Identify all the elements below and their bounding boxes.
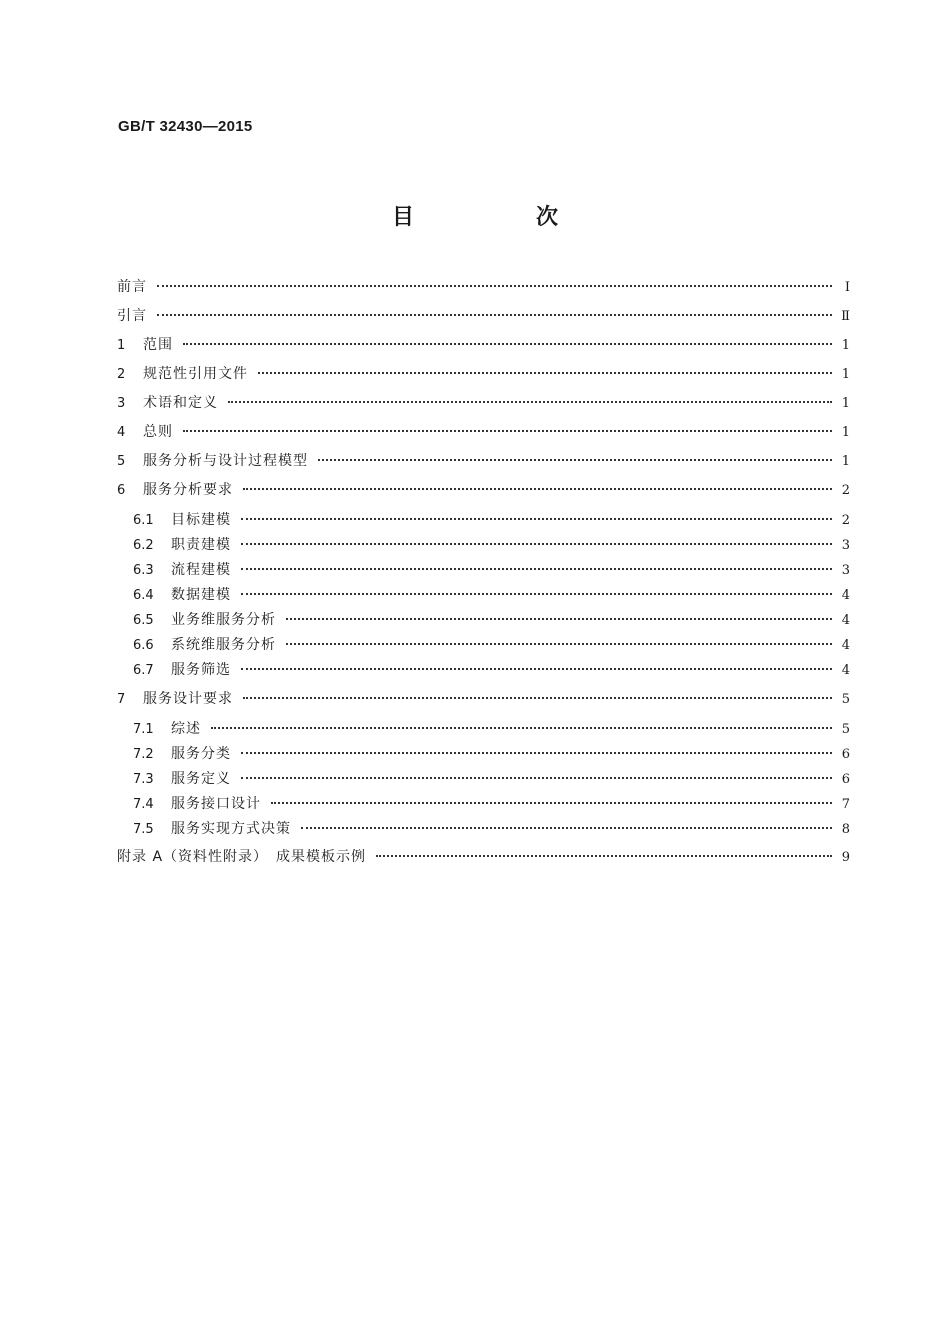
- toc-entry-1[interactable]: [117, 334, 850, 356]
- toc-entry-number: 6: [117, 483, 126, 498]
- toc-leader: [301, 827, 832, 829]
- toc-entry-number: 3: [117, 396, 126, 411]
- toc-entry-7[interactable]: [117, 688, 850, 710]
- toc-entry-number: 6.1: [133, 513, 154, 528]
- toc-leader: [243, 488, 832, 490]
- toc-entry-title: 服务实现方式决策: [171, 821, 291, 837]
- toc-leader: [241, 518, 832, 520]
- toc-leader: [271, 802, 832, 804]
- toc-entry-6-2[interactable]: [133, 534, 850, 556]
- toc-leader: [241, 777, 832, 779]
- toc-leader: [286, 618, 832, 620]
- toc-entry-page: 8: [841, 822, 850, 837]
- toc-entry-6-7[interactable]: [133, 659, 850, 681]
- toc-leader: [183, 430, 832, 432]
- toc-entry-title: 规范性引用文件: [143, 366, 248, 382]
- toc-entry-page: Ⅱ: [841, 309, 850, 324]
- toc-leader: [241, 568, 832, 570]
- toc-entry-title: 系统维服务分析: [171, 637, 276, 653]
- toc-entry-title: 服务接口设计: [171, 796, 261, 812]
- toc-leader: [211, 727, 832, 729]
- toc-entry-number: 7.1: [133, 722, 154, 737]
- toc-entry-title: 前言: [117, 279, 147, 295]
- toc-entry-title: 服务分析与设计过程模型: [143, 453, 308, 469]
- toc-entry-title: 服务分析要求: [143, 482, 233, 498]
- toc-entry-title: 数据建模: [171, 587, 231, 603]
- toc-entry-6-3[interactable]: [133, 559, 850, 581]
- toc-leader: [241, 543, 832, 545]
- standard-code: GB/T 32430—2015: [118, 118, 253, 135]
- toc-entry-number: 6.2: [133, 538, 154, 553]
- toc-entry-page: 6: [841, 772, 850, 787]
- toc-entry-7-5[interactable]: [133, 818, 850, 840]
- toc-leader: [286, 643, 832, 645]
- toc-entry-title: 综述: [171, 721, 201, 737]
- toc-entry-introduction[interactable]: [117, 305, 850, 327]
- toc-entry-6-4[interactable]: [133, 584, 850, 606]
- toc-leader: [228, 401, 832, 403]
- toc-entry-title: 业务维服务分析: [171, 612, 276, 628]
- toc-entry-title: 范围: [143, 337, 173, 353]
- toc-entry-page: 1: [841, 396, 850, 411]
- toc-entry-number: 6.5: [133, 613, 154, 628]
- toc-entry-title: 附录 A（资料性附录） 成果模板示例: [117, 849, 367, 865]
- toc-entry-number: 6.7: [133, 663, 154, 678]
- toc-leader: [241, 752, 832, 754]
- toc-entry-number: 6.4: [133, 588, 154, 603]
- toc-entry-title: 引言: [117, 308, 147, 324]
- toc-entry-number: 7: [117, 692, 126, 707]
- toc-entry-page: 4: [841, 613, 850, 628]
- toc-leader: [258, 372, 832, 374]
- toc-entry-number: 7.3: [133, 772, 154, 787]
- toc-entry-page: 4: [841, 588, 850, 603]
- toc-entry-page: 5: [841, 722, 850, 737]
- toc-entry-number: 7.2: [133, 747, 154, 762]
- toc-entry-page: Ⅰ: [844, 280, 850, 295]
- toc-leader: [157, 285, 832, 287]
- toc-entry-number: 7.5: [133, 822, 154, 837]
- toc-entry-number: 4: [117, 425, 126, 440]
- toc-leader: [318, 459, 832, 461]
- toc-entry-annex-a[interactable]: [117, 846, 850, 868]
- toc-entry-title: 职责建模: [171, 537, 231, 553]
- toc-entry-number: 5: [117, 454, 126, 469]
- toc-entry-number: 1: [117, 338, 126, 353]
- toc-entry-7-3[interactable]: [133, 768, 850, 790]
- toc-entry-6-5[interactable]: [133, 609, 850, 631]
- toc-entry-page: 4: [841, 663, 850, 678]
- toc-entry-title: 流程建模: [171, 562, 231, 578]
- toc-entry-5[interactable]: [117, 450, 850, 472]
- toc-entry-title: 服务设计要求: [143, 691, 233, 707]
- toc-entry-number: 2: [117, 367, 126, 382]
- toc-entry-7-1[interactable]: [133, 718, 850, 740]
- toc-entry-3[interactable]: [117, 392, 850, 414]
- toc-leader: [241, 593, 832, 595]
- toc-entry-page: 6: [841, 747, 850, 762]
- toc-entry-7-2[interactable]: [133, 743, 850, 765]
- toc-entry-page: 2: [841, 513, 850, 528]
- toc-entry-page: 1: [841, 367, 850, 382]
- toc-entry-number: 6.3: [133, 563, 154, 578]
- toc-leader: [243, 697, 832, 699]
- toc-entry-page: 5: [841, 692, 850, 707]
- toc-entry-4[interactable]: [117, 421, 850, 443]
- toc-entry-page: 1: [841, 425, 850, 440]
- toc-entry-6-6[interactable]: [133, 634, 850, 656]
- toc-entry-page: 1: [841, 454, 850, 469]
- toc-entry-6-1[interactable]: [133, 509, 850, 531]
- toc-entry-number: 6.6: [133, 638, 154, 653]
- toc-entry-number: 7.4: [133, 797, 154, 812]
- toc-entry-title: 服务定义: [171, 771, 231, 787]
- toc-entry-page: 9: [841, 850, 850, 865]
- toc-leader: [183, 343, 832, 345]
- toc-leader: [157, 314, 832, 316]
- toc-entry-page: 4: [841, 638, 850, 653]
- toc-entry-page: 3: [841, 563, 850, 578]
- toc-leader: [241, 668, 832, 670]
- toc-entry-page: 2: [841, 483, 850, 498]
- toc-entry-2[interactable]: [117, 363, 850, 385]
- toc-entry-title: 服务分类: [171, 746, 231, 762]
- toc-leader: [376, 855, 832, 857]
- toc-entry-page: 1: [841, 338, 850, 353]
- toc-entry-page: 3: [841, 538, 850, 553]
- toc-title: 目 次: [391, 205, 608, 230]
- toc-entry-title: 术语和定义: [143, 395, 218, 411]
- toc-entry-title: 总则: [143, 424, 173, 440]
- toc-entry-title: 服务筛选: [171, 662, 231, 678]
- toc-entry-7-4[interactable]: [133, 793, 850, 815]
- toc-entry-foreword[interactable]: [117, 276, 850, 298]
- toc-entry-title: 目标建模: [171, 512, 231, 528]
- toc-entry-6[interactable]: [117, 479, 850, 501]
- toc-entry-page: 7: [841, 797, 850, 812]
